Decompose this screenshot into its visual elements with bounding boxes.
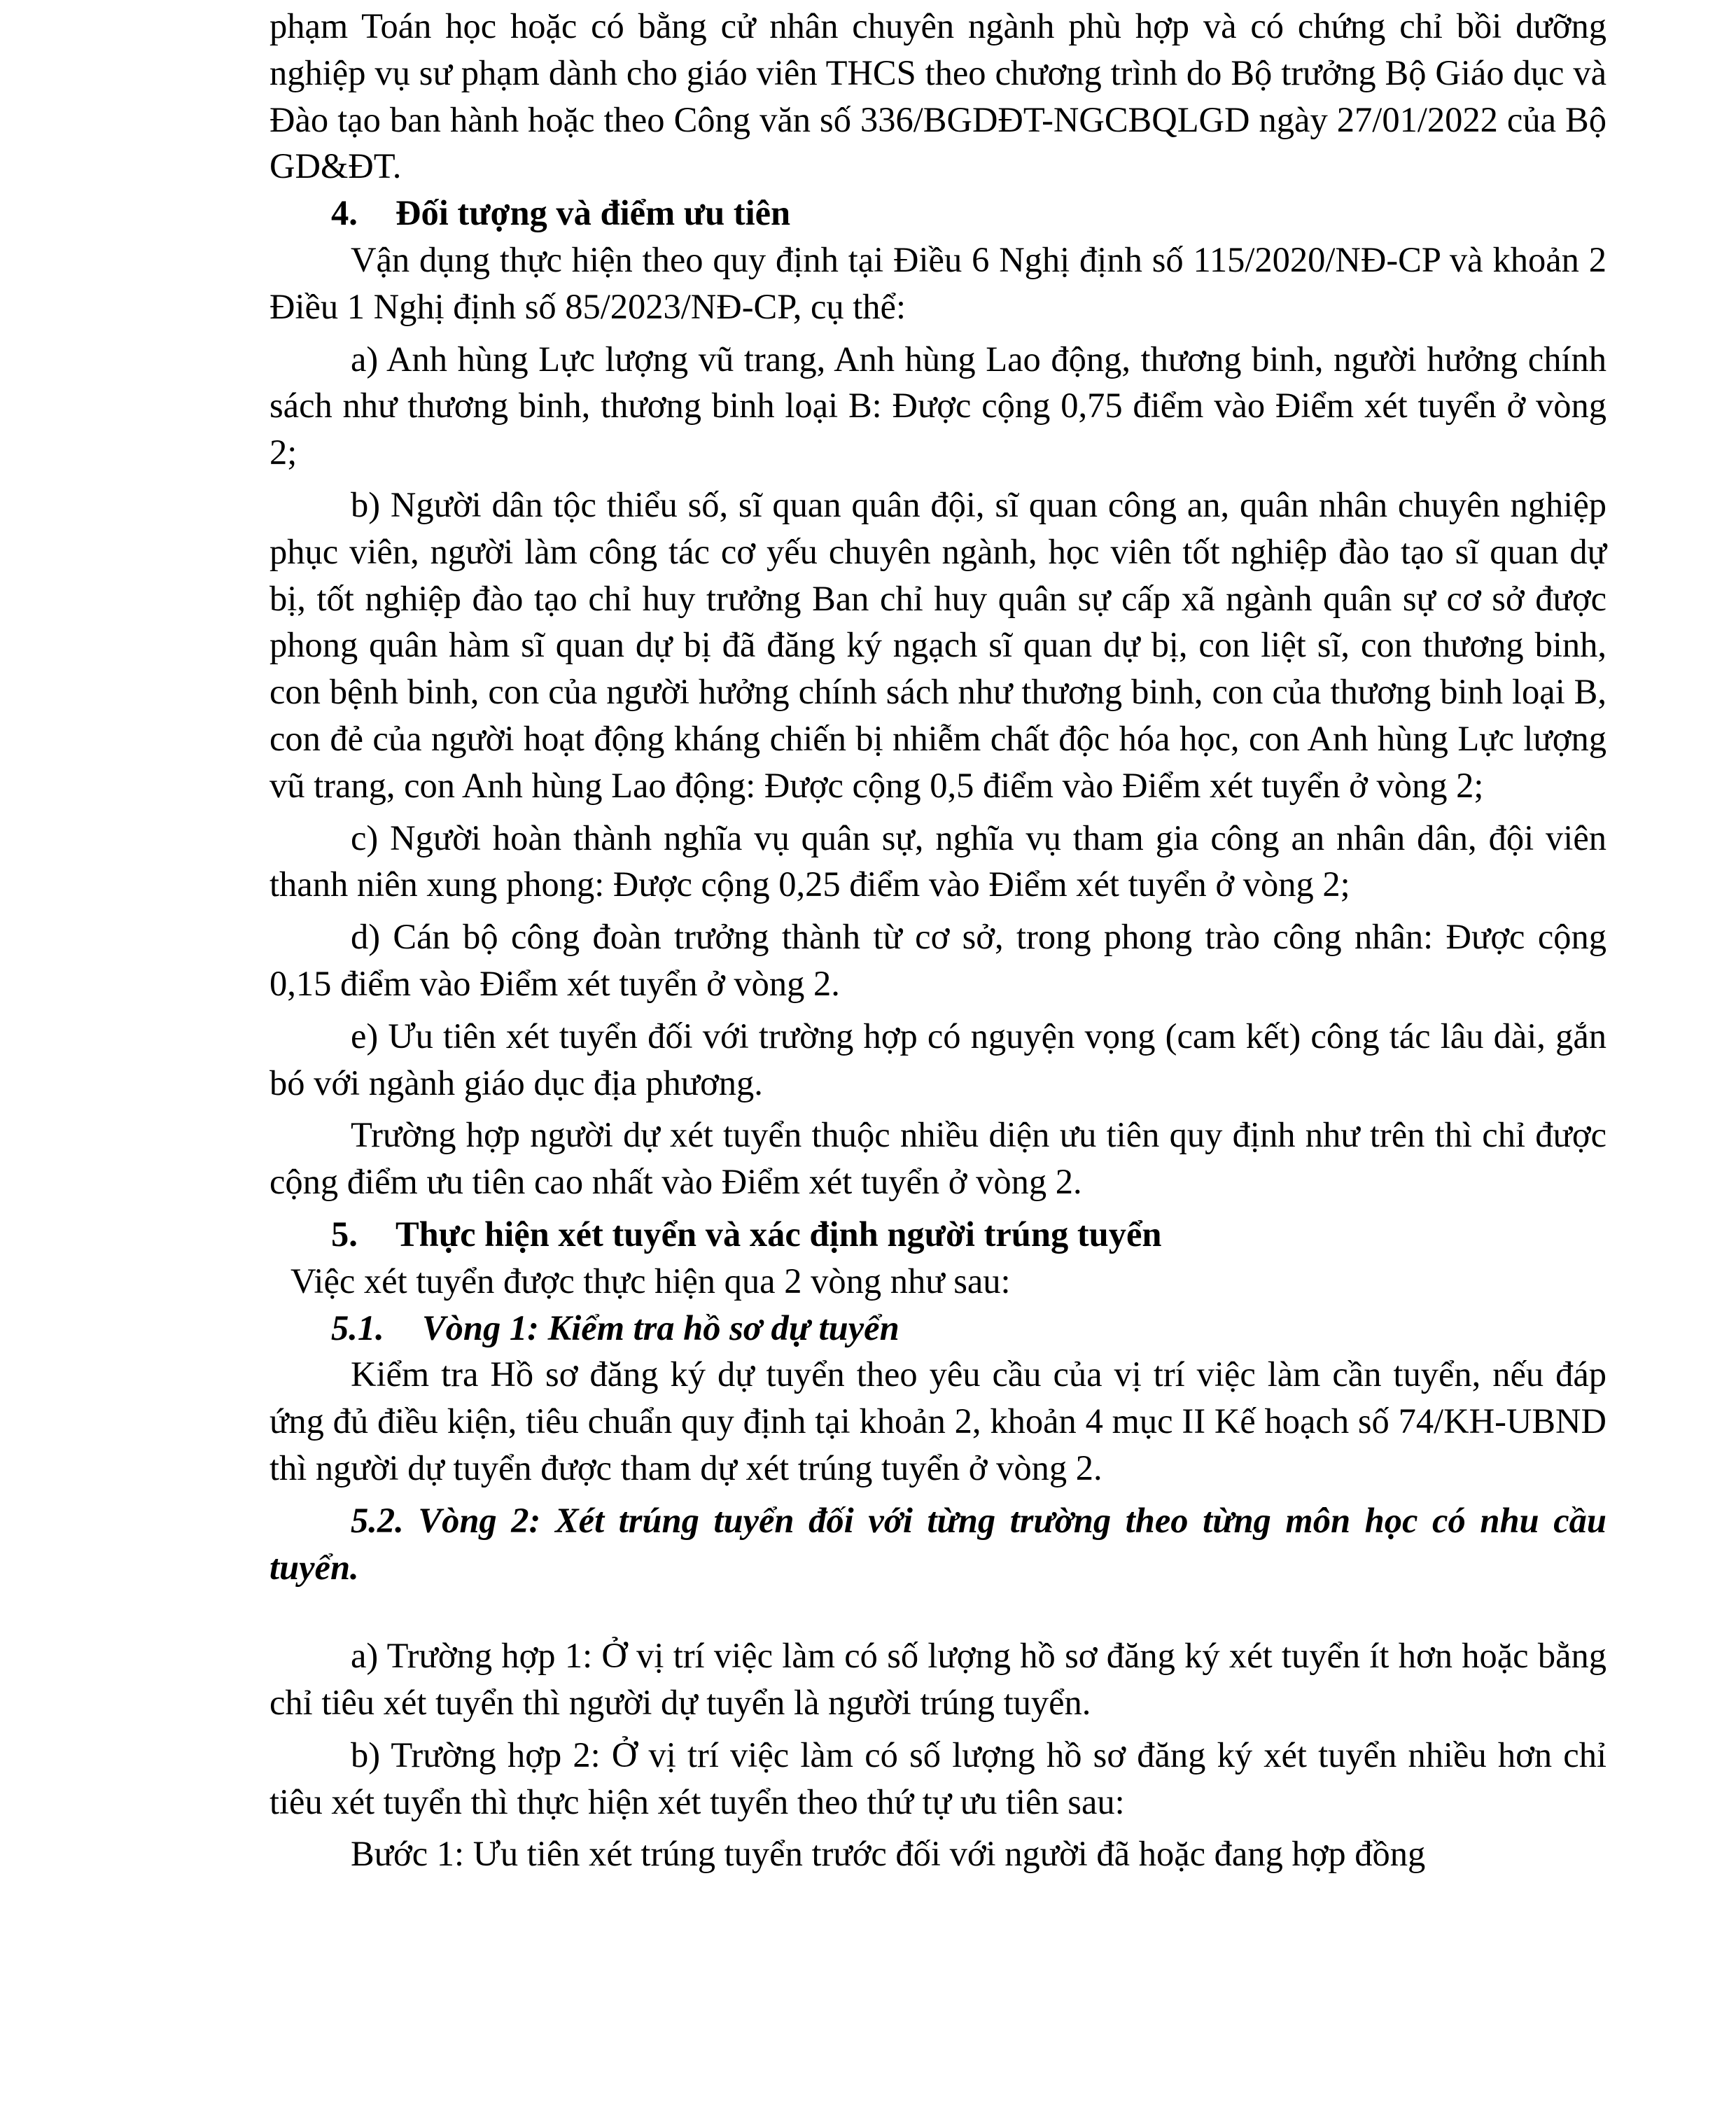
- heading-section-5-2: 5.2. Vòng 2: Xét trúng tuyển đối với từng trường theo từng môn học có nhu cầu tuyển.: [270, 1500, 1606, 1587]
- heading-number: 5.: [331, 1214, 358, 1254]
- document-page: [270, 3, 1606, 1877]
- heading-title: Vòng 1: Kiểm tra hồ sơ dự tuyển: [422, 1308, 899, 1348]
- paragraph-item-c: c) Người hoàn thành nghĩa vụ quân sự, nghĩa vụ tham gia công an nhân dân, đội viên thanh niên xung phong: Được cộng 0,25 điểm vào Điểm xét tuyển ở vòng 2;: [270, 818, 1606, 904]
- paragraph-case-2: b) Trường hợp 2: Ở vị trí việc làm có số lượng hồ sơ đăng ký xét tuyển nhiều hơn chỉ tiêu xét tuyển thì thực hiện xét tuyển theo thứ tự ưu tiên sau:: [270, 1735, 1606, 1821]
- heading-title: Thực hiện xét tuyển và xác định người trúng tuyển: [396, 1214, 1162, 1254]
- heading-title: Đối tượng và điểm ưu tiên: [396, 193, 791, 233]
- paragraph-item-e: e) Ưu tiên xét tuyển đối với trường hợp có nguyện vọng (cam kết) công tác lâu dài, gắn bó với ngành giáo dục địa phương.: [270, 1016, 1606, 1102]
- heading-number: 5.1.: [331, 1308, 384, 1348]
- heading-section-5: [270, 1211, 1606, 1258]
- paragraph-item-b: b) Người dân tộc thiểu số, sĩ quan quân đội, sĩ quan công an, quân nhân chuyên nghiệp phục viên, người làm công tác cơ yếu chuyên ngành, học viên tốt nghiệp đào tạo sĩ quan dự bị, tốt nghiệp đào tạo chỉ huy trưởng Ban chỉ huy quân sự cấp xã ngành quân sự cơ sở được phong quân hàm sĩ quan dự bị đã đăng ký ngạch sĩ quan dự bị, con liệt sĩ, con thương binh, con bệnh binh, con của người hưởng chính sách như thương binh, con của thương binh loại B, con đẻ của người hoạt động kháng chiến bị nhiễm chất độc hóa học, con Anh hùng Lực lượng vũ trang, con Anh hùng Lao động: Được cộng 0,5 điểm vào Điểm xét tuyển ở vòng 2;: [270, 484, 1606, 805]
- heading-number: 4.: [331, 193, 358, 233]
- paragraph-item-a: a) Anh hùng Lực lượng vũ trang, Anh hùng Lao động, thương binh, người hưởng chính sách như thương binh, thương binh loại B: Được cộng 0,75 điểm vào Điểm xét tuyển ở vòng 2;: [270, 339, 1606, 472]
- paragraph-item-d: d) Cán bộ công đoàn trưởng thành từ cơ sở, trong phong trào công nhân: Được cộng 0,15 điểm vào Điểm xét tuyển ở vòng 2.: [270, 917, 1606, 1003]
- paragraph-step-1: Bước 1: Ưu tiên xét trúng tuyển trước đối với người đã hoặc đang hợp đồng: [351, 1834, 1426, 1874]
- paragraph-priority-note: Trường hợp người dự xét tuyển thuộc nhiều diện ưu tiên quy định như trên thì chỉ được cộng điểm ưu tiên cao nhất vào Điểm xét tuyển ở vòng 2.: [270, 1115, 1606, 1202]
- paragraph-section-4-intro: Vận dụng thực hiện theo quy định tại Điều 6 Nghị định số 115/2020/NĐ-CP và khoản 2 Điều 1 Nghị định số 85/2023/NĐ-CP, cụ thể:: [270, 239, 1606, 326]
- paragraph-case-1: a) Trường hợp 1: Ở vị trí việc làm có số lượng hồ sơ đăng ký xét tuyển ít hơn hoặc bằng chỉ tiêu xét tuyển thì người dự tuyển là người trúng tuyển.: [270, 1636, 1606, 1723]
- paragraph-section-5-intro: Việc xét tuyển được thực hiện qua 2 vòng như sau:: [290, 1261, 1011, 1301]
- heading-section-4: [270, 190, 1606, 237]
- paragraph-intro: phạm Toán học hoặc có bằng cử nhân chuyên ngành phù hợp và có chứng chỉ bồi dưỡng nghiệp vụ sư phạm dành cho giáo viên THCS theo chương trình do Bộ trưởng Bộ Giáo dục và Đào tạo ban hành hoặc theo Công văn số 336/BGDĐT-NGCBQLGD ngày 27/01/2022 của Bộ GD&ĐT.: [270, 6, 1606, 186]
- paragraph-section-5-1: Kiểm tra Hồ sơ đăng ký dự tuyển theo yêu cầu của vị trí việc làm cần tuyển, nếu đáp ứng đủ điều kiện, tiêu chuẩn quy định tại khoản 2, khoản 4 mục II Kế hoạch số 74/KH-UBND thì người dự tuyển được tham dự xét trúng tuyển ở vòng 2.: [270, 1354, 1606, 1488]
- heading-section-5-1: [270, 1305, 1606, 1352]
